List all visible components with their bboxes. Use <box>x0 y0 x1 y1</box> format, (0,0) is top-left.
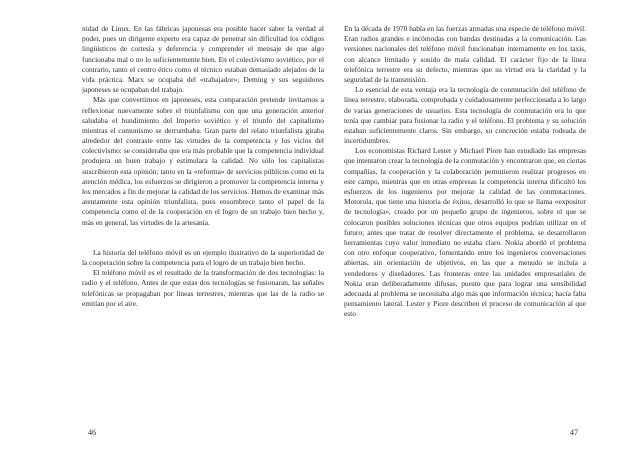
right-page-number: 47 <box>570 428 578 437</box>
left-paragraph-1: nidad de Linux. En las fábricas japonesas era posible hacer saber la verdad al poder, pues un dirigente experto era capaz de penetrar sin dificultad los códigos lingüísticos de cortesía y deferencia y comprender el mensaje de que algo funcionaba mal o no lo suficientemente bien. En el colectivismo soviético, por el contrario, tanto el centro ético como el técnico estaban demasiado alejados de la vida práctica. Marx se ocupaba del «trabajador»; Deming y sus seguidores japoneses se ocupaban del trabajo. <box>82 24 324 95</box>
left-paragraph-3: La historia del teléfono móvil es un ejemplo ilustrativo de la superioridad de la cooperación sobre la competencia para el logro de un trabajo bien hecho. <box>82 247 324 267</box>
left-paragraph-4: El teléfono móvil es el resultado de la transformación de dos tecnologías: la radio y el teléfono. Antes de que estas dos tecnologías se fusionaran, las señales telefónicas se propagaban por líneas terrestres, mientras que las de la radio se emitían por el aire. <box>82 268 324 308</box>
left-page-number: 46 <box>88 428 96 437</box>
right-paragraph-1: En la década de 1970 había en las fuerzas armadas una especie de teléfono móvil. Eran radios grandes e incómodas con bandas destinadas a la comunicación. Las versiones nacionales del teléfono móvil funcionaban internamente en los taxis, con alcance limitado y sonido de mala calidad. El carácter fijo de la línea telefónica terrestre era su defecto, mientras que su virtud era la claridad y la seguridad de la transmisión. <box>344 24 586 84</box>
right-paragraph-2: Lo esencial de esta ventaja era la tecnología de conmutación del teléfono de línea terrestre, elaborada, comprobada y cuidadosamente perfeccionada a lo largo de varias generaciones de usuarios. Esta tecnología de conmutación era lo que tenía que cambiar para fusionar la radio y el teléfono. El problema y su solución estaban suficientemente claros. Sin embargo, su concreción estaba rodeada de incertidumbres. <box>344 85 586 146</box>
left-page-text <box>82 24 324 309</box>
right-page-text <box>344 24 586 319</box>
left-paragraph-2: Más que convertirnos en japoneses, esta comparación pretende invitarnos a reflexionar nuevamente sobre el triunfalismo con que una generación anterior saludaba el hundimiento del Imperio soviético y el triunfo del capitalismo mientras el comunismo se derrumbaba. Gran parte del relato triunfalista giraba alrededor del contraste entre las virtudes de la competencia y los vicios del colectivismo: se consideraba que era más probable que la competencia individual produjera un buen trabajo y estimulara la calidad. No sólo los capitalistas suscribieron esta opinión; tanto en la «reforma» de servicios públicos como en la atención médica, los esfuerzos se dirigieron a promover la competencia interna y los mercados a fin de mejorar la calidad de los servicios. Hemos de examinar más atentamente esta opinión triunfalista, pues ensombrece tanto el papel de la competencia como el de la cooperación en el logro de un trabajo bien hecho y, más en general, las virtudes de la artesanía. <box>82 95 324 227</box>
right-paragraph-3: Los economistas Richard Lester y Michael Piore han estudiado las empresas que intentaron crear la tecnología de la conmutación y encontraron que, en ciertas compañías, la cooperación y la colaboración permitieron realizar progresos en este campo, mientras que en otras empresas la competencia interna dificultó los esfuerzos de los ingenieros por mejorar la calidad de las conmutaciones. Motorola, que tiene una historia de éxitos, desarrolló lo que se llama «expositor de tecnología», creado por un pequeño grupo de ingenieros, sobre el que se colocaron posibles soluciones técnicas que otros equipos podrían utilizar en el futuro; antes que tratar de resolver directamente el problema, se desarrollaron herramientas cuyo valor inmediato no estaba claro. Nokia abordó el problema con otro enfoque cooperativo, fomentando entre los ingenieros conversaciones abiertas, sin orientación de objetivos, en las que a menudo se incluía a vendedores y diseñadores. Las fronteras entre las unidades empresariales de Nokia eran deliberadamente difusas, puesto que para lograr una sensibilidad adecuada al problema se necesitaba algo más que información técnica; hacía falta pensamiento lateral. Lester y Piore describen el proceso de comunicación al que esto <box>344 146 586 319</box>
